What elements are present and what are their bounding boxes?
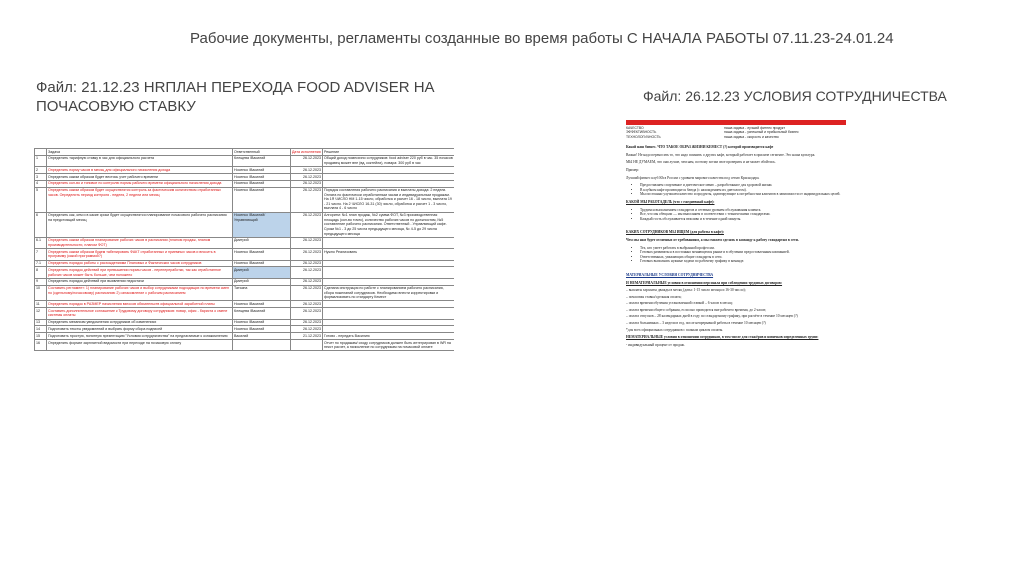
date-cell: 26.12.2023 bbox=[291, 260, 323, 267]
responsible-cell: Носенко /Василий bbox=[233, 187, 291, 212]
task-cell: Определить каким образом будет вестись учет рабочего времени bbox=[47, 173, 233, 180]
responsible-cell: Носенко /Василий bbox=[233, 167, 291, 174]
date-cell: 26.12.2023 bbox=[291, 301, 323, 308]
responsible-cell: Дмитрий bbox=[233, 278, 291, 285]
date-cell: 21.12.2023 bbox=[291, 333, 323, 340]
date-cell: 26.12.2023 bbox=[291, 212, 323, 237]
row-number-cell: 9 bbox=[35, 278, 47, 285]
table-row bbox=[35, 212, 455, 237]
list-item: • Мы постоянно улучшаем качество и продукты, адаптирующие к потребностям клиентов в зависимости от индивидуальных целей. bbox=[640, 192, 846, 197]
table-row bbox=[35, 173, 455, 180]
responsible-cell: Дмитрий bbox=[233, 267, 291, 278]
responsible-cell: Клещева /Василий bbox=[233, 308, 291, 319]
conditions-document bbox=[626, 120, 846, 560]
row-number-cell: 3 bbox=[35, 173, 47, 180]
list-item: • Все, что мы обещали — мы выполняем в соответствии с техническими стандартами. bbox=[640, 212, 846, 217]
result-cell bbox=[323, 180, 455, 187]
header-cell bbox=[35, 149, 47, 156]
date-cell: 26.12.2023 bbox=[291, 308, 323, 319]
nonmaterial-heading: НЕМАТЕРИАЛЬНЫЕ условия в отношении сотрудников, в том числе для стажёров и новичков определенных групп: bbox=[626, 335, 819, 340]
header-cell: Ответственный bbox=[233, 149, 291, 156]
result-cell: Отчет по продажам/ сходу сотрудников должен быть интегрирован в WR на некст расчет, а начисление по сотрудникам на почасовой оплате bbox=[323, 339, 455, 350]
value-text: наша задача - успешный и прибыльный бизнес bbox=[724, 130, 799, 135]
value-key: ТЕХНОЛОГИЧНОСТЬ bbox=[626, 134, 661, 139]
responsible-cell: Носенко /Василий bbox=[233, 326, 291, 333]
table-row bbox=[35, 326, 455, 333]
plan-document bbox=[34, 148, 454, 458]
slide-title: Рабочие документы, регламенты созданные во время работы С НАЧАЛА РАБОТЫ 07.11.23-24.01.24 bbox=[190, 30, 894, 47]
result-cell bbox=[323, 301, 455, 308]
list-item: • Готовых развиваться в постоянно меняющемся рынке и в обучении предоставленным компанией. bbox=[640, 250, 846, 255]
date-cell: 26.12.2023 bbox=[291, 173, 323, 180]
row-number-cell: 4 bbox=[35, 180, 47, 187]
responsible-cell: Носенко /Василий bbox=[233, 249, 291, 260]
date-cell: 26.12.2023 bbox=[291, 167, 323, 174]
list-item: • Предоставляем спортивное и диетическое меню – разработанное для здоровой жизни. bbox=[640, 183, 846, 188]
date-cell: 26.12.2023 bbox=[291, 326, 323, 333]
table-row bbox=[35, 237, 455, 248]
table-row bbox=[35, 167, 455, 174]
example-text: Лучший фитнес клуб Юга России с уровнем мирового качества под сетью Краснодара. bbox=[626, 175, 760, 180]
row-number-cell: 6.1 bbox=[35, 237, 47, 248]
responsible-cell: Носенко /Василий bbox=[233, 180, 291, 187]
date-cell: 26.12.2023 bbox=[291, 285, 323, 301]
table-row bbox=[35, 285, 455, 301]
task-cell: Определить порядок работы с расхождениями Плановых и Фактических часов сотрудников bbox=[47, 260, 233, 267]
list-item: – выплаты зарплаты дважды в месяц (даты: 1-15 число месяца и 16-30 число); bbox=[626, 288, 746, 293]
row-number-cell: 6 bbox=[35, 212, 47, 237]
header-cell: Задача bbox=[47, 149, 233, 156]
result-cell: Готово - передать Василию bbox=[323, 333, 455, 340]
responsible-cell: Дмитрий bbox=[233, 237, 291, 248]
date-cell: 26.12.2023 bbox=[291, 187, 323, 212]
responsible-cell: Клещева /Василий bbox=[233, 155, 291, 166]
table-row bbox=[35, 278, 455, 285]
responsible-cell: Татьяна bbox=[233, 285, 291, 301]
table-row bbox=[35, 333, 455, 340]
task-cell: Определить как, кем и в какие сроки будет осуществлятся планирование почасового рабочего расписания на предстоящий месяц bbox=[47, 212, 233, 237]
task-cell: Определить тарифную ставку в час для официального расчета bbox=[47, 155, 233, 166]
responsible-cell: Носенко /Василий bbox=[233, 173, 291, 180]
result-cell bbox=[323, 167, 455, 174]
result-cell: Алгоритм: №1 план продаж, №2 сумма ФОТ, №3 производственная площадь (кол-во точек), количество рабочих часов по должностям, №5 составление рабочего расписания. Ответственный - Управляющий кафе. Сроки №1 - 3 до 25 числа предыдущего месяца, № 4-5 до 29 числа предыдущего месяца bbox=[323, 212, 455, 237]
conditions-subheading: И НЕМАТЕРИАЛЬНЫЕ условия в отношении персонала при соблюдении трудовых договоров: bbox=[626, 280, 783, 285]
staff-heading: КАКИХ СОТРУДНИКОВ МЫ ИЩЕМ (для работы в кафе): bbox=[626, 230, 724, 235]
responsible-cell bbox=[233, 339, 291, 350]
value-key: ЭФФЕКТИВНОСТЬ bbox=[626, 130, 657, 135]
plan-table-header bbox=[35, 149, 455, 156]
plan-table-body bbox=[35, 155, 455, 351]
date-cell: 26.12.2023 bbox=[291, 155, 323, 166]
table-row bbox=[35, 301, 455, 308]
task-cell: Определить формат зарплатной ведомости при переходе на почасовую оплату bbox=[47, 339, 233, 350]
list-item: • Тех, кто умеет работать в выбранной профессии. bbox=[640, 246, 846, 251]
how-list bbox=[640, 208, 846, 222]
row-number-cell: 14 bbox=[35, 326, 47, 333]
result-cell bbox=[323, 237, 455, 248]
example-list bbox=[640, 183, 846, 197]
how-heading: КАКОЙ МЫ РАБОТАДЕЛЬ (что с ежедневный кафе): bbox=[626, 199, 715, 204]
header-cell: Решение bbox=[323, 149, 455, 156]
task-cell: Составить дополнительное соглашение к Трудовому договору сотрудников: повар, офис - бариста о смене системы оплаты bbox=[47, 308, 233, 319]
row-number-cell: 5 bbox=[35, 187, 47, 212]
task-cell: Определить каким образом будет осуществлятся контроль за фактическим количеством отработанных часов. Определить период контроля - неделя, 2 недели или месяц bbox=[47, 187, 233, 212]
task-cell: Подготовить тексты уведомлений и выбрать форму сбора подписей bbox=[47, 326, 233, 333]
list-item: • В клубном кафе производятся блюда (с нахождением их диетологом). bbox=[640, 188, 846, 193]
row-number-cell: 12 bbox=[35, 308, 47, 319]
task-cell: Определить порядок действий при превышении нормы часов - перепереработки, так как отработанное рабочих часов может быть больше, чем положено bbox=[47, 267, 233, 278]
responsible-cell: Носенко /Василий bbox=[233, 319, 291, 326]
task-cell: Определить механизм уведомления сотрудников об изменениях bbox=[47, 319, 233, 326]
list-item: – оплата времени общего собрания, если оно проводится вне рабочего времени, до 2 часов; bbox=[626, 307, 767, 312]
result-cell: Нужно Реализовать bbox=[323, 249, 455, 260]
header-cell: Дата исполнения bbox=[292, 149, 321, 154]
list-item: • Ответственных, уважающих общие стандарты в сети. bbox=[640, 255, 846, 260]
plan-table bbox=[34, 148, 454, 351]
list-item: – оплата времени обучения установленной ставкой – 6 часов в месяц; bbox=[626, 301, 733, 306]
result-cell bbox=[323, 308, 455, 319]
value-text: наша задача - скорость и качество bbox=[724, 134, 779, 139]
table-row bbox=[35, 339, 455, 350]
task-cell: Составить регламент: 1) планирование рабочих часов и выбор сотрудниками подходящих по времени смен по (сдельному/почасовому) расписанию 2) ознакомление с рабочим расписанием bbox=[47, 285, 233, 301]
date-cell: 26.12.2023 bbox=[291, 319, 323, 326]
list-item: – оплата больничных – 3 недели в год, после непрерывной работы в течение 10 месяцев (?) bbox=[626, 321, 766, 326]
date-cell bbox=[291, 339, 323, 350]
row-number-cell: 15 bbox=[35, 333, 47, 340]
responsible-cell: Носенко /Василий bbox=[233, 260, 291, 267]
row-number-cell: 10 bbox=[35, 285, 47, 301]
date-cell: 26.12.2023 bbox=[291, 237, 323, 248]
task-cell: Определить порядок в РАЗМЕР начисления взносов обязательств официальной заработной платы bbox=[47, 301, 233, 308]
result-cell bbox=[323, 173, 455, 180]
conditions-heading: МАТЕРИАЛЬНЫЕ УСЛОВИЯ СОТРУДНИЧЕСТВА bbox=[626, 272, 714, 277]
conditions-list bbox=[626, 288, 846, 326]
result-cell: Порядок составления рабочего расписания и выплаты дохода: 2 недели. Оплата по фактически отработанным часам и индивидуальным продажам. На 1Я ЧИСЛО НМ 1-15 число, обработка и расчет 16 - 18 число, выплата 19 - 21 число. На 2 ЧИСЛО 16-31 (30) число, обработка и расчет 1 - 3 число, выплата 4 - 6 число bbox=[323, 187, 455, 212]
task-cell: Определить каким образом будем табелировать ФАКТ отработанных и приемных часов и вносить в программу (какой программой?) bbox=[47, 249, 233, 260]
row-number-cell: 7.1 bbox=[35, 260, 47, 267]
table-row bbox=[35, 260, 455, 267]
date-cell: 26.12.2023 bbox=[291, 267, 323, 278]
value-text: наша задача - лучший фитнес продукт bbox=[724, 126, 786, 130]
table-row bbox=[35, 187, 455, 212]
table-row bbox=[35, 267, 455, 278]
row-number-cell: 16 bbox=[35, 339, 47, 350]
responsible-cell: Василий bbox=[233, 333, 291, 340]
table-row bbox=[35, 180, 455, 187]
task-cell: Определить каким образом планирование рабочих часов в расписании (планом продаж, планом производительности, планом ФОТ) bbox=[47, 237, 233, 248]
staff-text: Чем мы нам будет отличных от требованиям, а мы сможем сделать в команду к работу стандартам в сети. bbox=[626, 237, 799, 242]
table-row bbox=[35, 319, 455, 326]
nonmaterial-item: - индивидуальный процент от продаж. bbox=[626, 342, 685, 347]
date-cell: 26.12.2023 bbox=[291, 249, 323, 260]
result-cell bbox=[323, 326, 455, 333]
task-cell: Подготовить простую, понятную презентацию "Условия сотрудничества" на предлагаемые к ознакомлению bbox=[47, 333, 233, 340]
table-row bbox=[35, 249, 455, 260]
values-table bbox=[626, 126, 846, 139]
task-cell: Определить кол-во и типовое по контролю нормы рабочего времени официального начисления дохода bbox=[47, 180, 233, 187]
left-file-caption: Файл: 21.12.23 НRПЛАН ПЕРЕХОДА FOOD ADVISER НА ПОЧАСОВУЮ СТАВКУ bbox=[36, 79, 435, 115]
list-item: • Каждый гость обслуживается вежливо и в течение одной минуты. bbox=[640, 217, 846, 222]
task-cell: Определить норму часов в месяц для официального начисления дохода bbox=[47, 167, 233, 174]
row-number-cell: 1 bbox=[35, 155, 47, 166]
value-key: КАЧЕСТВО bbox=[626, 126, 644, 130]
result-cell bbox=[323, 319, 455, 326]
right-file-caption: Файл: 26.12.23 УСЛОВИЯ СОТРУДНИЧЕСТВА bbox=[643, 88, 947, 104]
values-header-bar bbox=[626, 120, 846, 125]
row-number-cell: 13 bbox=[35, 319, 47, 326]
intro-text: Важно! Не надо переносить то, что надо помнить о других кафе, который работает в приличе сегменте. Это наша культура. bbox=[626, 152, 816, 157]
result-cell bbox=[323, 260, 455, 267]
list-item: • Трудимся выполнением стандартов и сетевым уровнем обслуживания клиента. bbox=[640, 208, 846, 213]
conditions-note: *для всех официальных сотрудников с полным циклом оплаты. bbox=[626, 327, 724, 332]
result-cell bbox=[323, 278, 455, 285]
staff-list bbox=[640, 246, 846, 264]
row-number-cell: 7 bbox=[35, 249, 47, 260]
responsible-cell: Носенко /Василий/ Управляющий bbox=[233, 212, 291, 237]
list-item: – почасовая ставка/сдельная оплата; bbox=[626, 294, 682, 299]
result-cell: Общий доход помесячно сотрудников: food adviser 220 руб в час. 35 почасов продавец может вне (вд, коктейли), повара: 300 руб в час bbox=[324, 156, 453, 165]
row-number-cell: 2 bbox=[35, 167, 47, 174]
list-item: • Готовых выполнять нужные задачи по рабочему графику в команде. bbox=[640, 259, 846, 264]
table-row bbox=[35, 155, 455, 166]
result-cell: Сделана инструкция по работе с планированием рабочего расписания, сбора пожеланий сотрудников. Необходимо внести корректировки и формализовать по стандарту Кемест bbox=[323, 285, 455, 301]
list-item: – оплата отпусков – 28 календарных дней в году по стандартному графику, при расчёте в течение 10 месяцев (?) bbox=[626, 314, 798, 319]
task-cell: Определить порядок дейчтвий при выявлении недостачи bbox=[47, 278, 233, 285]
row-number-cell: 11 bbox=[35, 301, 47, 308]
example-label: Пример: bbox=[626, 168, 639, 172]
responsible-cell: Носенко /Василий bbox=[233, 301, 291, 308]
table-row bbox=[35, 308, 455, 319]
intro-heading: Какой наш бизнес. ЧТО ТАКОЕ ОБРАЗ ЖИЗНИ КЕМЕСТ (?) которой производится кафе bbox=[626, 145, 774, 150]
row-number-cell: 8 bbox=[35, 267, 47, 278]
intro-text-2: МЫ НЕ ДУМАЕМ, что они лучше, чем нам, поэтому хотим свое проверить и не может обойтись. bbox=[626, 160, 776, 165]
date-cell: 26.12.2023 bbox=[291, 180, 323, 187]
date-cell: 26.12.2023 bbox=[291, 278, 323, 285]
result-cell bbox=[323, 267, 455, 278]
